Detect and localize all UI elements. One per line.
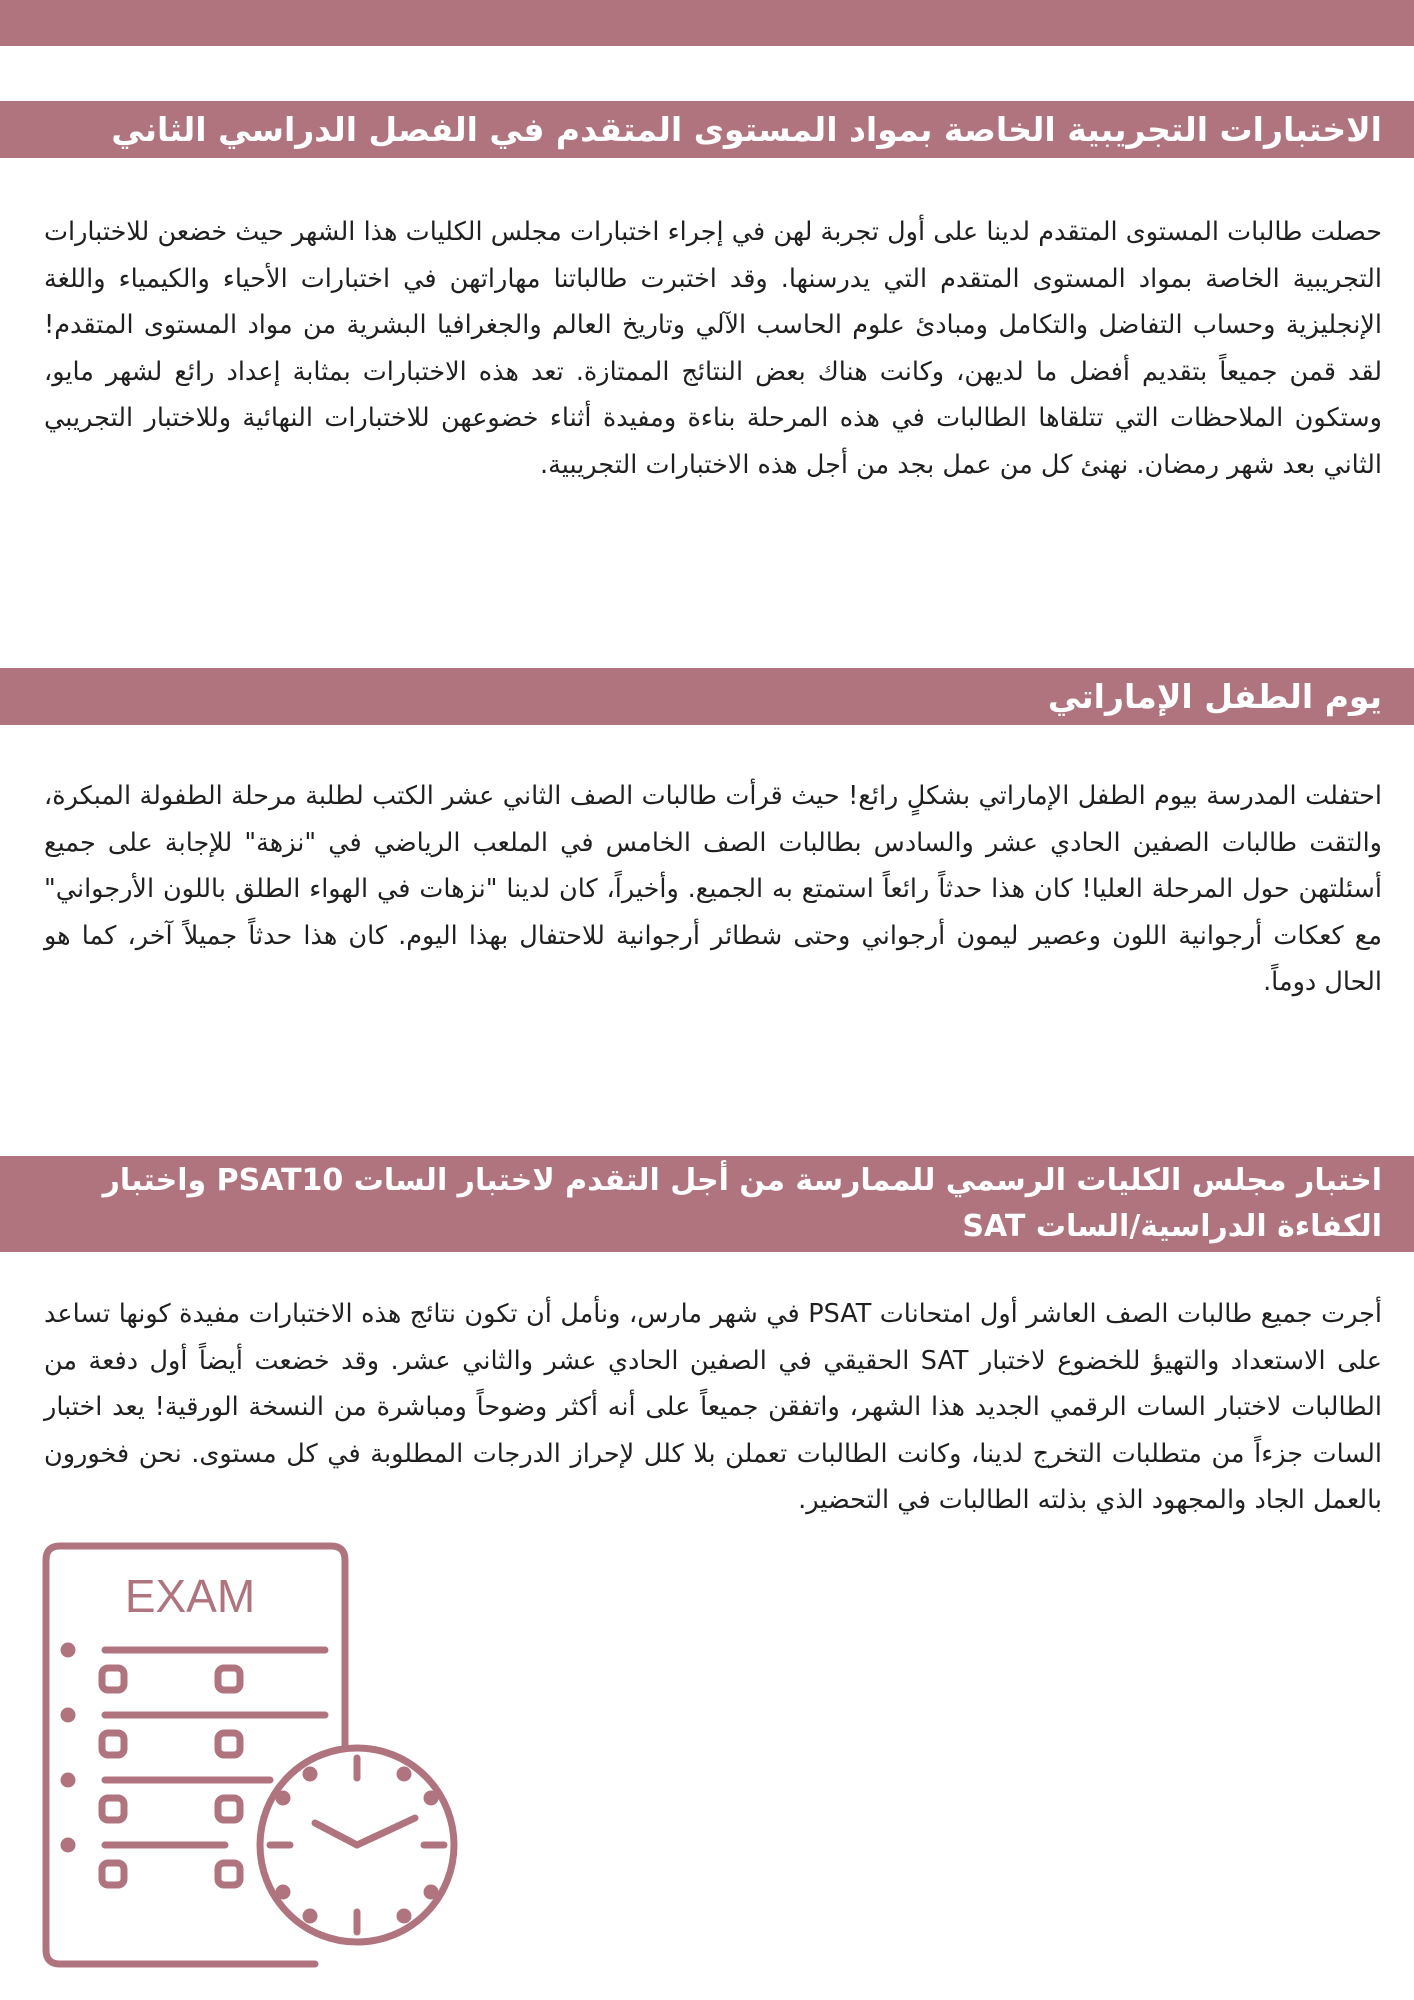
section-1-body: حصلت طالبات المستوى المتقدم لدينا على أول تجربة لهن في إجراء اختبارات مجلس الكليات هذا الشهر حيث خضعن للاختبارات التجريبية الخاصة بمواد المستوى المتقدم التي يدرسنها. وقد اختبرت طالباتنا مهاراتهن في اختبارات الأحياء والكيمياء واللغة الإنجليزية وحساب التفاضل والتكامل ومبادئ علوم الحاسب الآلي وتاريخ العالم والجغرافيا البشرية من مواد المستوى المتقدم! لقد قمن جميعاً بتقديم أفضل ما لديهن، وكانت هناك بعض النتائج الممتازة. تعد هذه الاختبارات بمثابة إعداد رائع لشهر مايو، وستكون الملاحظات التي تتلقاها الطالبات في هذه المرحلة بناءة ومفيدة أثناء خضوعهن للاختبارات النهائية وللاختبار التجريبي الثاني بعد شهر رمضان. نهنئ كل من عمل بجد من أجل هذه الاختبارات التجريبية. [44, 217, 1382, 480]
section-3-title: اختبار مجلس الكليات الرسمي للممارسة من أجل التقدم لاختبار السات PSAT10 واختبار الكفاءة الدراسية/السات SAT [0, 1156, 1414, 1252]
section-3-body: أجرت جميع طالبات الصف العاشر أول امتحانات PSAT في شهر مارس، ونأمل أن تكون نتائج هذه الاختبارات مفيدة كونها تساعد على الاستعداد والتهيؤ للخضوع لاختبار SAT الحقيقي في الصفين الحادي عشر والثاني عشر. وقد خضعت أيضاً أول دفعة من الطالبات لاختبار السات الرقمي الجديد هذا الشهر، واتفقن جميعاً على أنه أكثر وضوحاً ومباشرة من النسخة الورقية! يعد اختبار السات جزءاً من متطلبات التخرج لدينا، وكانت الطالبات تعملن بلا كلل لإحراز الدرجات المطلوبة في كل مستوى. نحن فخورون بالعمل الجاد والمجهود الذي بذلته الطالبات في التحضير. [44, 1299, 1382, 1515]
exam-clock-icon [40, 1540, 470, 1970]
section-2-title: يوم الطفل الإماراتي [0, 668, 1414, 725]
section-1-title: الاختبارات التجريبية الخاصة بمواد المستوى المتقدم في الفصل الدراسي الثاني [0, 101, 1414, 158]
top-decorative-band [0, 0, 1414, 46]
section-2-body: احتفلت المدرسة بيوم الطفل الإماراتي بشكلٍ رائع! حيث قرأت طالبات الصف الثاني عشر الكتب لطلبة مرحلة الطفولة المبكرة، والتقت طالبات الصفين الحادي عشر والسادس بطالبات الصف الخامس في الملعب الرياضي في "نزهة" للإجابة على جميع أسئلتهن حول المرحلة العليا! كان هذا حدثاً رائعاً استمتع به الجميع. وأخيراً، كان لدينا "نزهات في الهواء الطلق باللون الأرجواني" مع كعكات أرجوانية اللون وعصير ليمون أرجواني وحتى شطائر أرجوانية للاحتفال بهذا اليوم. كان هذا حدثاً جميلاً آخر، كما هو الحال دوماً. [44, 781, 1382, 997]
exam-label: EXAM [124, 1570, 256, 1622]
